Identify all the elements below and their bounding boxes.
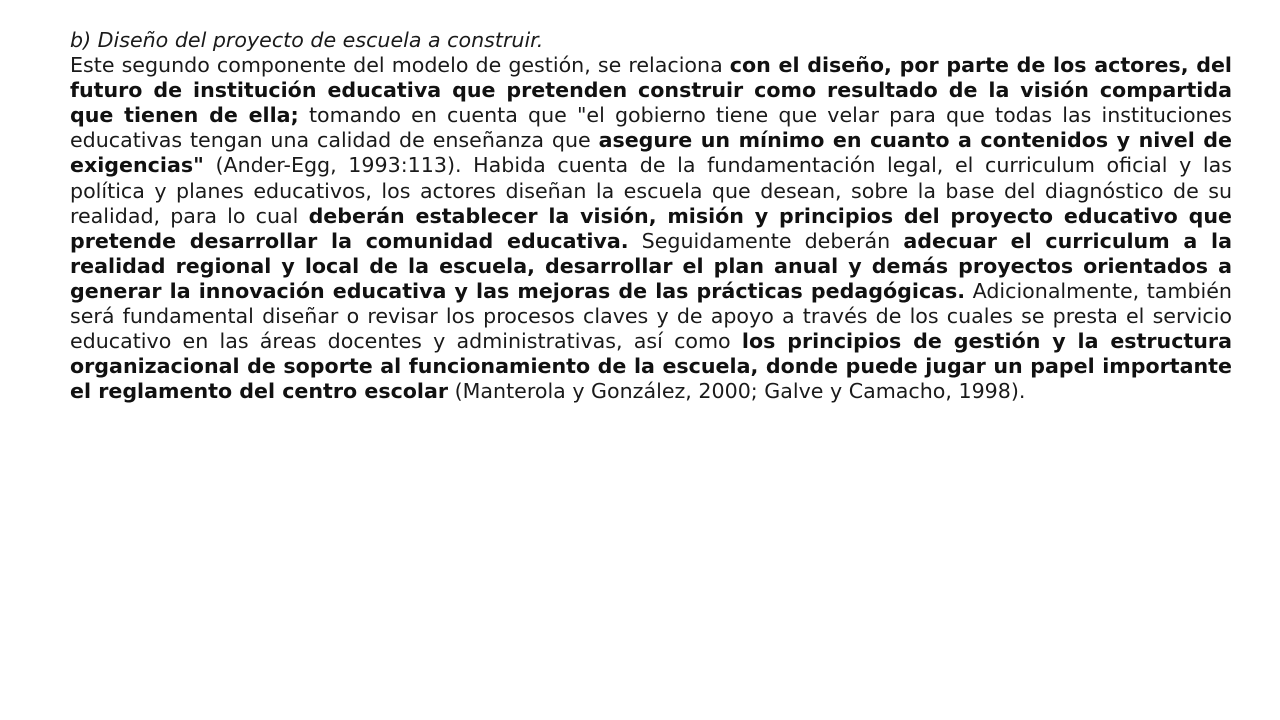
- section-heading: b) Diseño del proyecto de escuela a construir.: [70, 28, 544, 52]
- text-segment: Adicionalmente, también será fundamental diseñar o revisar los procesos claves y de apoyo a través de los cuales se presta el servicio educativo en las áreas docentes y administrativas, así como: [70, 278, 1232, 354]
- body-paragraph: [70, 53, 1232, 404]
- text-segment: (Ander-Egg, 1993:113). Habida cuenta de la fundamentación legal, el curriculum oficial y las política y planes educativos, los actores diseñan la escuela que desean, sobre la base del diagnóstico de su realidad, para lo cual: [70, 153, 1232, 228]
- text-segment-bold: con el diseño, por parte de los actores, del futuro de institución educativa que pretenden construir como resultado de la visión compartida que tienen de ella;: [70, 53, 1232, 128]
- slide-content: [70, 28, 1232, 404]
- text-segment-bold: deberán establecer la visión, misión y principios del proyecto educativo que pretende desarrollar la comunidad educativa.: [70, 203, 1232, 253]
- text-segment-bold: adecuar el curriculum a la realidad regional y local de la escuela, desarrollar el plan anual y demás proyectos orientados a generar la innovación educativa y las mejoras de las prácticas pedagógicas.: [70, 228, 1232, 303]
- text-segment: Seguidamente deberán: [628, 228, 904, 253]
- text-segment: tomando en cuenta que "el gobierno tiene que velar para que todas las instituciones educativas tengan una calidad de enseñanza que: [70, 103, 1232, 153]
- text-segment: (Manterola y González, 2000; Galve y Camacho, 1998).: [448, 379, 1026, 404]
- text-segment: Este segundo componente del modelo de gestión, se relaciona: [70, 53, 730, 78]
- text-segment-bold: los principios de gestión y la estructura organizacional de soporte al funcionamiento de la escuela, donde puede jugar un papel importante el reglamento del centro escolar: [70, 329, 1232, 404]
- text-segment-bold: asegure un mínimo en cuanto a contenidos y nivel de exigencias": [70, 128, 1232, 178]
